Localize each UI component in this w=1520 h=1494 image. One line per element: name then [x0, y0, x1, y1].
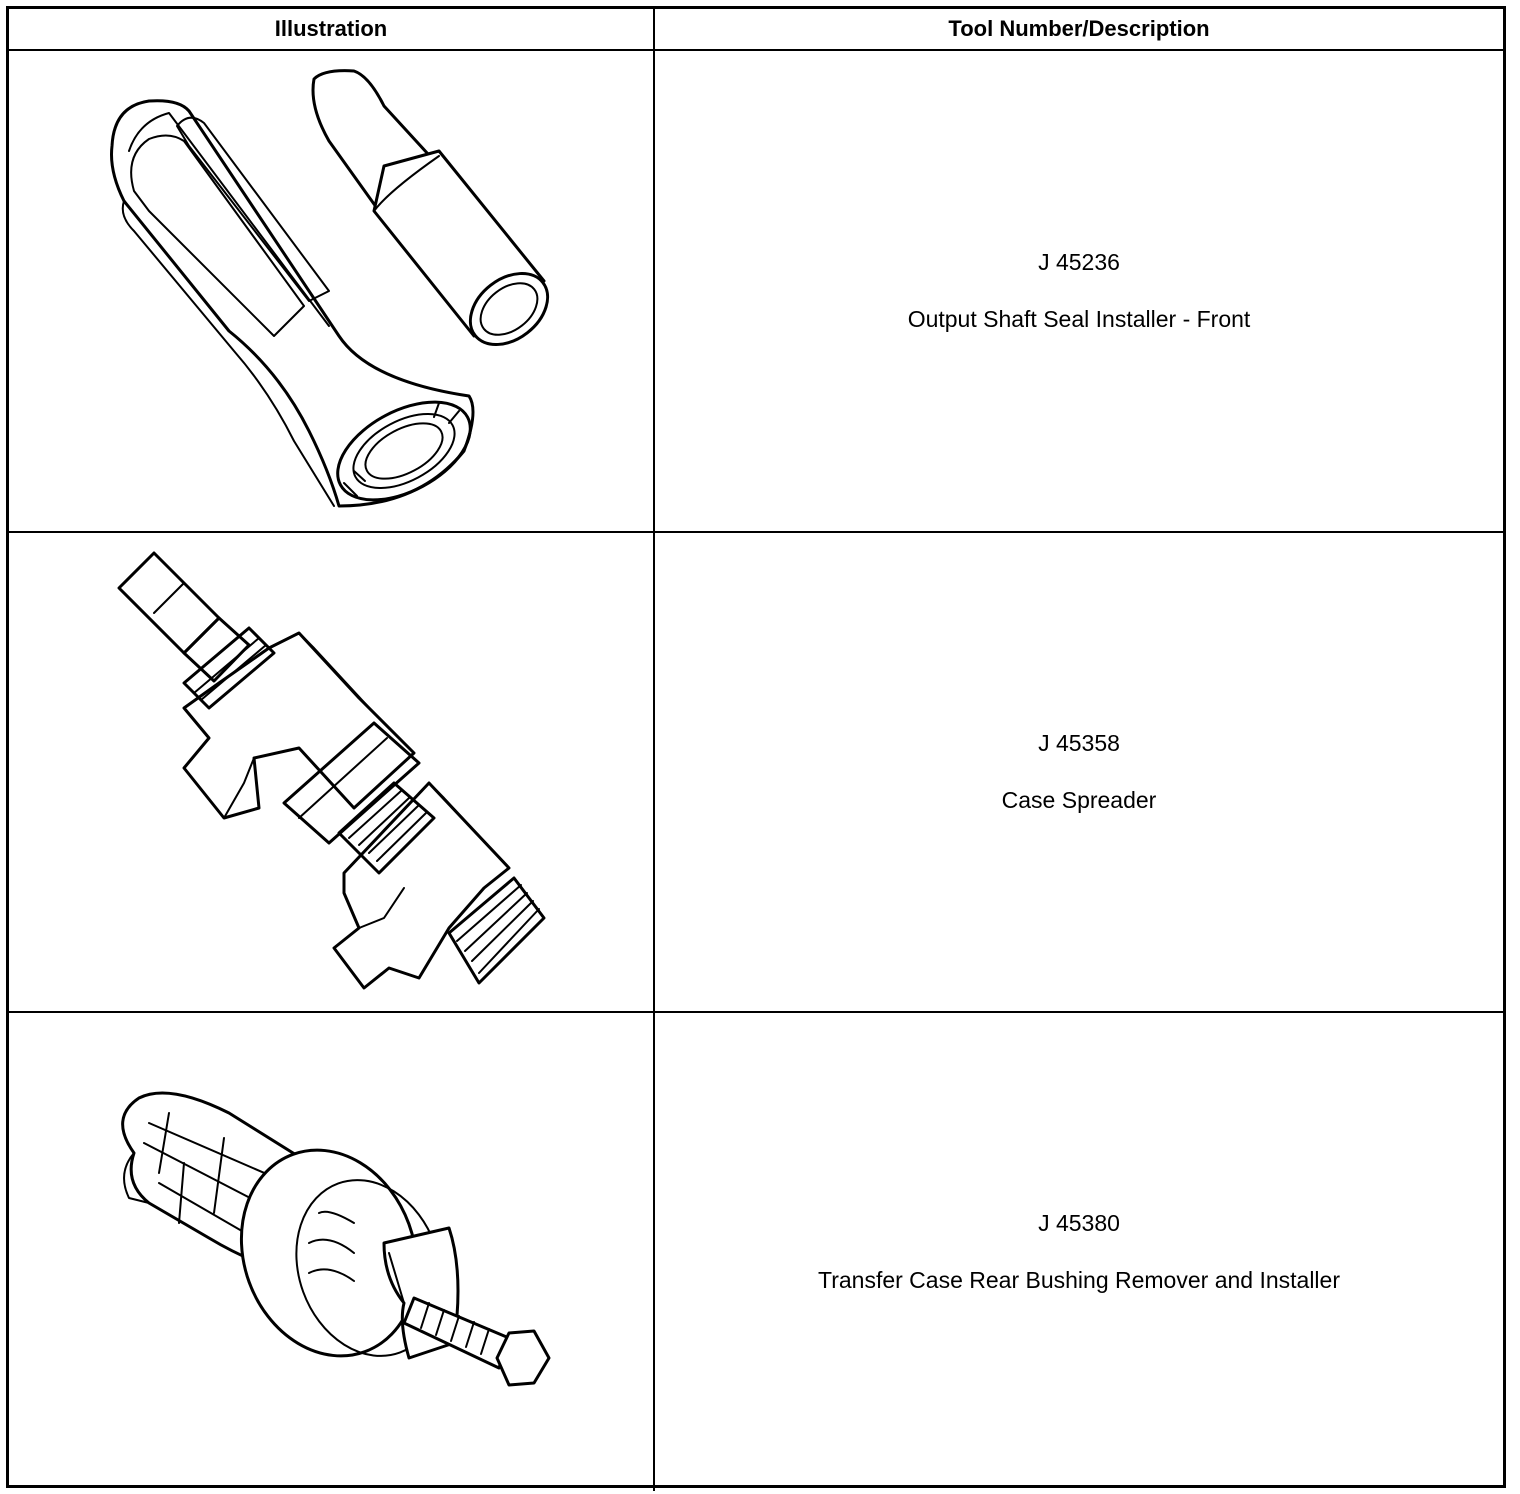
- tool-description: Transfer Case Rear Bushing Remover and Installer: [818, 1267, 1340, 1293]
- tool-cell: [655, 1013, 1503, 1491]
- tool-number: J 45236: [1038, 249, 1120, 275]
- header-tool-number-description: Tool Number/Description: [948, 16, 1210, 41]
- tool-description: Output Shaft Seal Installer - Front: [907, 306, 1251, 332]
- bushing-remover-installer-icon: [9, 1013, 655, 1493]
- header-illustration: Illustration: [9, 9, 655, 49]
- table-row: [9, 1011, 1503, 1491]
- tool-number: J 45358: [1038, 730, 1120, 756]
- tool-cell: [655, 51, 1503, 531]
- illustration-cell: [9, 533, 655, 1011]
- table-row: [9, 531, 1503, 1011]
- table-row: [9, 51, 1503, 531]
- case-spreader-icon: [9, 533, 655, 1013]
- header-row: [9, 9, 1503, 51]
- illustration-cell: [9, 51, 655, 531]
- tool-cell: [655, 533, 1503, 1011]
- tool-table: [6, 6, 1506, 1488]
- illustration-cell: [9, 1013, 655, 1491]
- seal-installer-icon: [9, 51, 655, 531]
- tool-number: J 45380: [1038, 1210, 1120, 1236]
- tool-description: Case Spreader: [1001, 787, 1157, 813]
